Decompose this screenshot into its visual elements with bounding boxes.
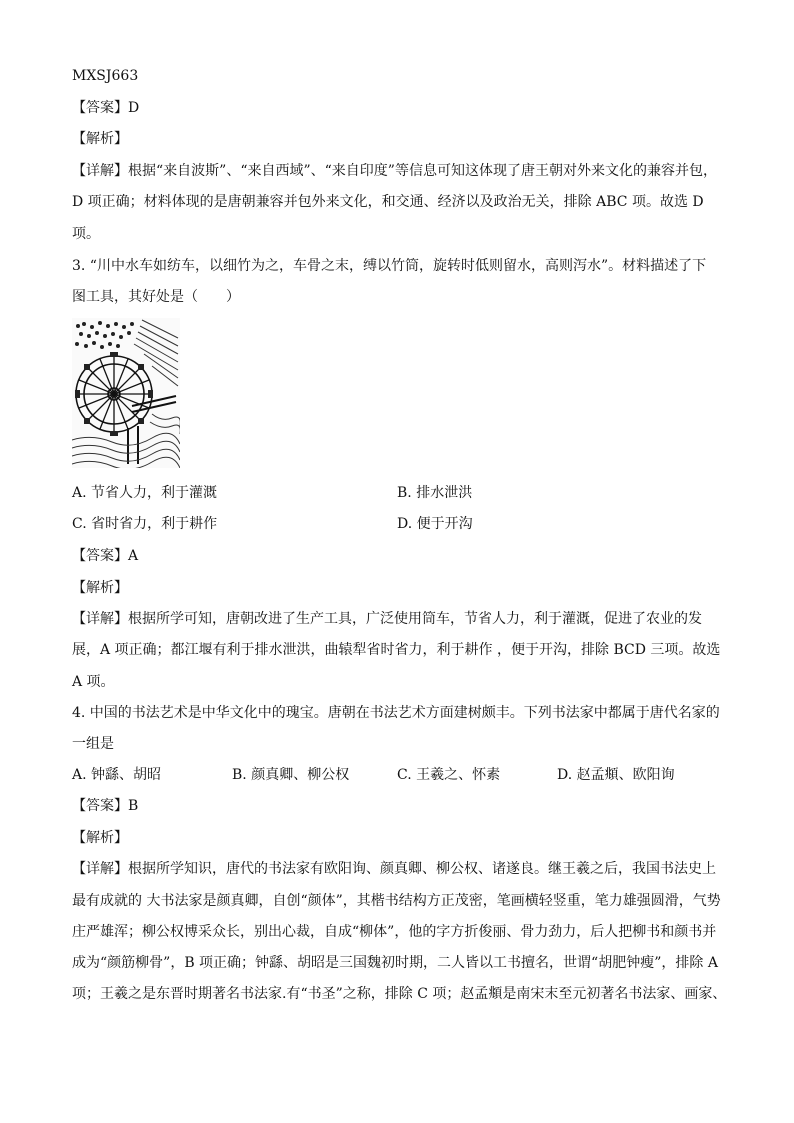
detail-label: 【详解】 — [72, 611, 128, 627]
q4-detail-line-2: 最有成就的 大书法家是颜真卿，自创“颜体”，其楷书结构方正茂密，笔画横轻竖重，笔力雄强圆滑，气势 — [72, 893, 721, 909]
q2-detail-line-3: 项。 — [72, 226, 100, 242]
q2-detail-line-2: D 项正确；材料体现的是唐朝兼容并包外来文化，和交通、经济以及政治无关，排除 ABC 项。故选 D — [72, 194, 704, 210]
q4-stem-line-1: 4. 中国的书法艺术是中华文化中的瑰宝。唐朝在书法艺术方面建树颇丰。下列书法家中都属于唐代名家的 — [72, 705, 720, 721]
q3-stem-line-2: 图工具，其好处是（ ） — [72, 289, 240, 305]
detail-label: 【详解】 — [72, 861, 128, 877]
waterwheel-illustration — [72, 318, 180, 468]
q2-detail-line-1 — [72, 163, 717, 179]
answer-label: 【答案】 — [72, 100, 128, 116]
q4-option-c: C. 王羲之、怀素 — [397, 767, 501, 783]
q4-answer — [72, 798, 138, 814]
q3-option-a: A. 节省人力，利于灌溉 — [72, 485, 218, 501]
q4-option-a: A. 钟繇、胡昭 — [72, 767, 162, 783]
q4-option-d: D. 赵孟頫、欧阳询 — [557, 767, 675, 783]
answer-value: D — [128, 100, 140, 116]
q4-detail-line-3: 庄严雄浑；柳公权博采众长，别出心裁，自成“柳体”，他的字方折俊丽、骨力劲力，后人把柳书和颜书并 — [72, 924, 717, 940]
detail-label: 【详解】 — [72, 163, 128, 179]
q4-option-b: B. 颜真卿、柳公权 — [232, 767, 350, 783]
answer-label: 【答案】 — [72, 548, 128, 564]
answer-value: B — [128, 798, 139, 814]
detail-text: 根据“来自波斯”、“来自西域”、“来自印度”等信息可知这体现了唐王朝对外来文化的兼容并包， — [128, 163, 717, 179]
q4-detail-line-5: 项；王羲之是东晋时期著名书法家.有“书圣”之称，排除 C 项；赵孟頫是南宋末至元初著名书法家、画家、 — [72, 986, 727, 1002]
q3-stem-line-1: 3. “川中水车如纺车，以细竹为之，车骨之末，缚以竹筒，旋转时低则留水，高则泻水”。材料描述了下 — [72, 258, 707, 274]
detail-text: 根据所学知识，唐代的书法家有欧阳询、颜真卿、柳公权、诸遂良。继王羲之后，我国书法史上 — [128, 861, 716, 877]
q2-analysis-label: 【解析】 — [72, 131, 128, 147]
q3-option-d: D. 便于开沟 — [397, 516, 473, 532]
detail-text: 根据所学可知，唐朝改进了生产工具，广泛使用筒车，节省人力，利于灌溉，促进了农业的发 — [128, 611, 702, 627]
q3-detail-line-2: 展，A 项正确；都江堰有利于排水泄洪，曲辕犁省时省力，利于耕作 ，便于开沟，排除 BCD 三项。故选 — [72, 642, 721, 658]
q3-detail-line-1 — [72, 611, 702, 627]
q3-detail-line-3: A 项。 — [72, 674, 115, 690]
q2-answer — [72, 100, 139, 116]
q4-detail-line-1 — [72, 861, 716, 877]
q3-option-b: B. 排水泄洪 — [397, 485, 473, 501]
q3-option-c: C. 省时省力，利于耕作 — [72, 516, 218, 532]
q4-stem-line-2: 一组是 — [72, 736, 114, 752]
q4-detail-line-4: 成为“颜筋柳骨”，B 项正确；钟繇、胡昭是三国魏初时期，二人皆以工书擅名，世谓“胡肥钟瘦”，排除 A — [72, 955, 718, 971]
q3-answer — [72, 548, 138, 564]
answer-value: A — [128, 548, 139, 564]
q4-analysis-label: 【解析】 — [72, 830, 128, 846]
q3-analysis-label: 【解析】 — [72, 580, 128, 596]
document-code: MXSJ663 — [72, 68, 139, 84]
answer-label: 【答案】 — [72, 798, 128, 814]
